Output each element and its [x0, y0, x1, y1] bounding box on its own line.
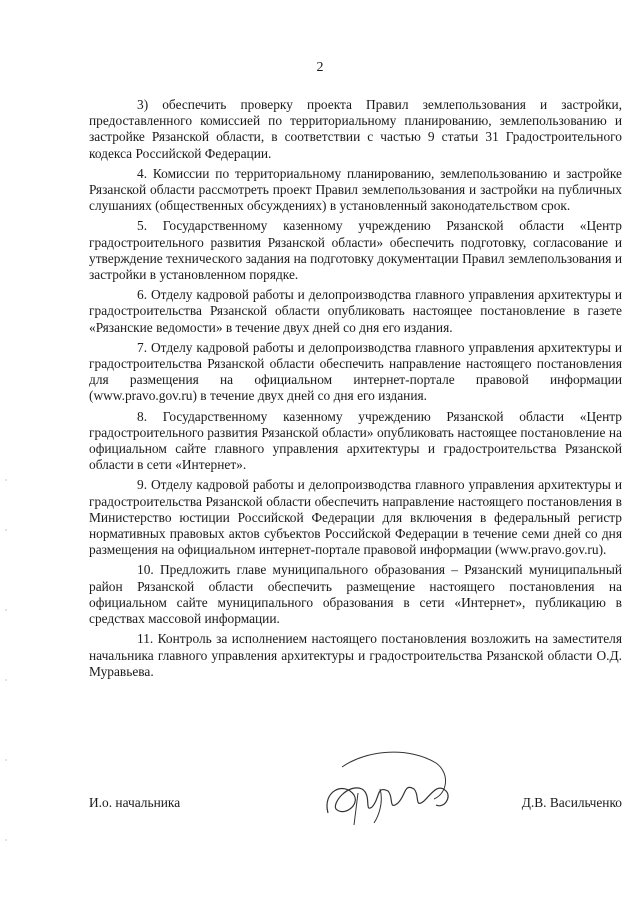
scan-margin-marks [4, 470, 8, 870]
signatory-name: Д.В. Васильченко [521, 795, 622, 810]
paragraph-9: 9. Отделу кадровой работы и делопроизводства главного управления архитектуры и градостроительства Рязанской области обеспечить направление настоящего постановления в Министерство юстиции Российской Федерации для включения в федеральный регистр нормативных правовых актов субъектов Российской Федерации в течение семи дней со дня размещения на официальном интернет-портале правовой информации (www.pravo.gov.ru). [89, 477, 622, 558]
page-number: 2 [316, 60, 324, 75]
paragraph-5: 5. Государственному казенному учреждению Рязанской области «Центр градостроительного развития Рязанской области» обеспечить подготовку, согласование и утверждение технического задания на подготовку документации Правил землепользования и застройки в установленном порядке. [89, 218, 622, 283]
signature-block [89, 785, 622, 825]
handwritten-signature [314, 743, 464, 833]
paragraph-10: 10. Предложить главе муниципального образования – Рязанский муниципальный район Рязанской области обеспечить размещение настоящего постановления на официальном сайте муниципального образования в сети «Интернет», публикацию в средствах массовой информации. [89, 562, 622, 627]
paragraph-7: 7. Отделу кадровой работы и делопроизводства главного управления архитектуры и градостроительства Рязанской области обеспечить направление настоящего постановления для размещения на официальном интернет-портале правовой информации (www.pravo.gov.ru) в течение двух дней со дня его издания. [89, 339, 622, 404]
paragraph-11: 11. Контроль за исполнением настоящего постановления возложить на заместителя начальника главного управления архитектуры и градостроительства Рязанской области О.Д. Муравьева. [89, 631, 622, 679]
document-body [89, 97, 622, 684]
signatory-position: И.о. начальника [89, 795, 181, 810]
paragraph-3: 3) обеспечить проверку проекта Правил землепользования и застройки, предоставленного комиссией по территориальному планированию, землепользованию и застройке Рязанской области, в соответствии с частью 9 статьи 31 Градостроительного кодекса Российской Федерации. [89, 97, 622, 161]
paragraph-6: 6. Отделу кадровой работы и делопроизводства главного управления архитектуры и градостроительства Рязанской области опубликовать настоящее постановление в газете «Рязанские ведомости» в течение двух дней со дня его издания. [89, 287, 622, 335]
paragraph-8: 8. Государственному казенному учреждению Рязанской области «Центр градостроительного развития Рязанской области» опубликовать настоящее постановление на официальном сайте главного управления архитектуры и градостроительства Рязанской области в сети «Интернет». [89, 408, 622, 473]
paragraph-4: 4. Комиссии по территориальному планированию, землепользованию и застройке Рязанской области рассмотреть проект Правил землепользования и застройки на публичных слушаниях (общественных обсуждениях) в установленный законодательством срок. [89, 165, 622, 214]
